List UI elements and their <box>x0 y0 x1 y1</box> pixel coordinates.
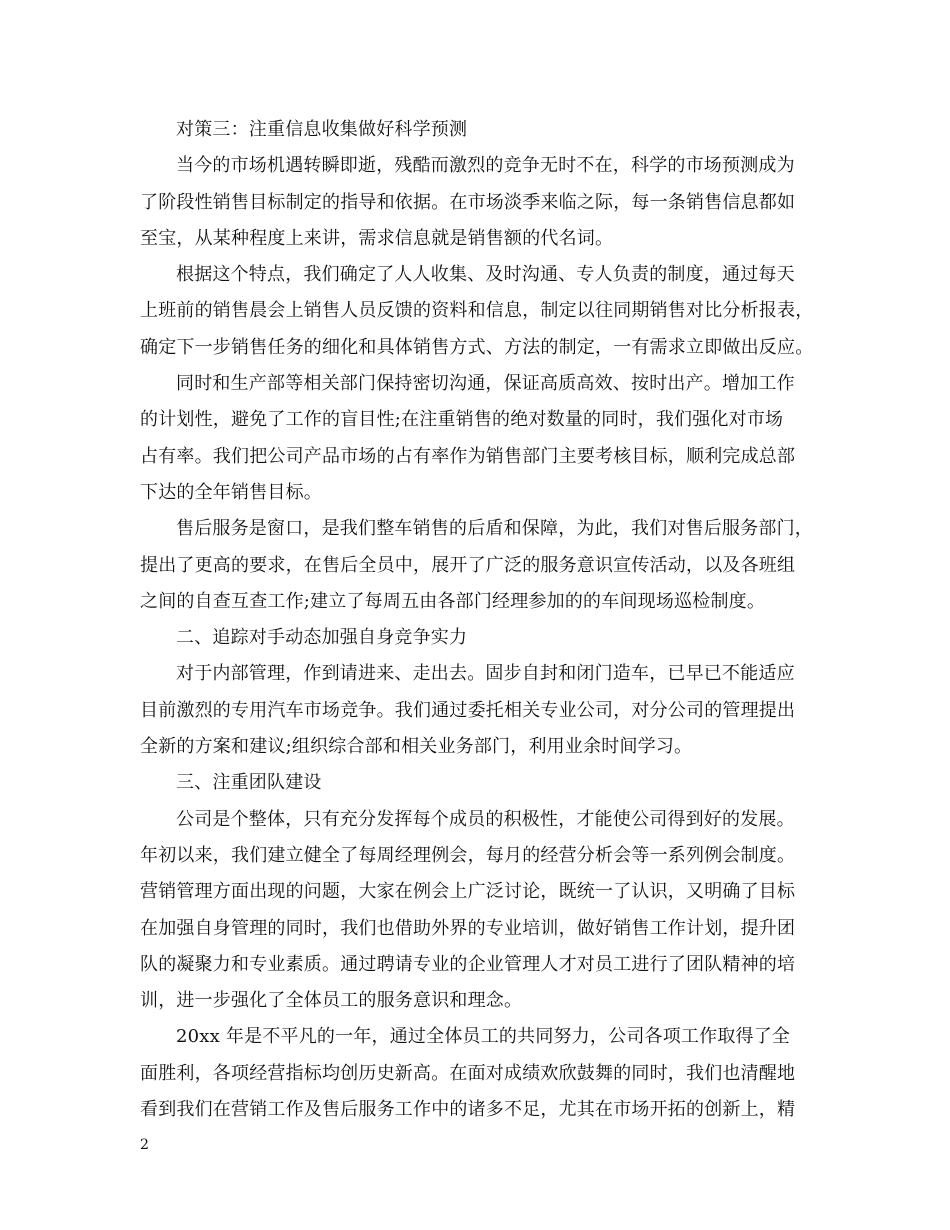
paragraph-line: 占有率。我们把公司产品市场的占有率作为销售部门主要考核目标，顺利完成总部 <box>140 445 796 467</box>
paragraph-line: 售后服务是窗口，是我们整车销售的后盾和保障，为此，我们对售后服务部门， <box>176 518 813 540</box>
paragraph-line: 队的凝聚力和专业素质。通过聘请专业的企业管理人才对员工进行了团队精神的培 <box>140 953 796 975</box>
document-body <box>140 112 830 1128</box>
paragraph-line: 的计划性，避免了工作的盲目性;在注重销售的绝对数量的同时，我们强化对市场 <box>140 409 784 431</box>
paragraph-line: 年初以来，我们建立健全了每周经理例会，每月的经营分析会等一系列例会制度。 <box>140 844 796 866</box>
paragraph-line: 公司是个整体，只有充分发挥每个成员的积极性，才能使公司得到好的发展。 <box>176 808 795 830</box>
paragraph-line: 下达的全年销售目标。 <box>140 481 322 503</box>
paragraph-line: 至宝，从某种程度上来讲，需求信息就是销售额的代名词。 <box>140 227 614 249</box>
paragraph-line: 目前激烈的专用汽车市场竞争。我们通过委托相关专业公司，对分公司的管理提出 <box>140 699 796 721</box>
paragraph-line: 面胜利，各项经营指标均创历史新高。在面对成绩欢欣鼓舞的同时，我们也清醒地 <box>140 1062 796 1084</box>
section-heading-strategy-three: 对策三：注重信息收集做好科学预测 <box>176 119 468 140</box>
paragraph-line: 确定下一步销售任务的细化和具体销售方式、方法的制定，一有需求立即做出反应。 <box>140 336 814 358</box>
paragraph-line: 对于内部管理，作到请进来、走出去。固步自封和闭门造车，已早已不能适应 <box>176 663 795 685</box>
paragraph-line: 之间的自查互查工作;建立了每周五由各部门经理参加的的车间现场巡检制度。 <box>140 590 766 612</box>
section-heading-competition: 二、追踪对手动态加强自身竞争实力 <box>176 627 468 649</box>
section-heading-team-building: 三、注重团队建设 <box>176 772 322 794</box>
paragraph-line: 看到我们在营销工作及售后服务工作中的诸多不足，尤其在市场开拓的创新上，精 <box>140 1099 796 1121</box>
paragraph-line: 提出了更高的要求，在售后全员中，展开了广泛的服务意识宣传活动，以及各班组 <box>140 554 796 576</box>
paragraph-line: 训，进一步强化了全体员工的服务意识和理念。 <box>140 990 523 1012</box>
paragraph-line: 上班前的销售晨会上销售人员反馈的资料和信息，制定以往同期销售对比分析报表， <box>140 300 814 322</box>
paragraph-line: 全新的方案和建议;组织综合部和相关业务部门，利用业余时间学习。 <box>140 736 693 758</box>
paragraph-line: 了阶段性销售目标制定的指导和依据。在市场淡季来临之际，每一条销售信息都如 <box>140 191 796 213</box>
page-number: 2 <box>140 1137 149 1153</box>
paragraph-line: 当今的市场机遇转瞬即逝，残酷而激烈的竞争无时不在，科学的市场预测成为 <box>176 155 795 177</box>
paragraph-line: 在加强自身管理的同时，我们也借助外界的专业培训，做好销售工作计划，提升团 <box>140 917 796 939</box>
paragraph-line: 营销管理方面出现的问题，大家在例会上广泛讨论，既统一了认识，又明确了目标 <box>140 881 796 903</box>
paragraph-line: 20xx 年是不平凡的一年，通过全体员工的共同努力，公司各项工作取得了全 <box>176 1026 791 1048</box>
paragraph-line: 根据这个特点，我们确定了人人收集、及时沟通、专人负责的制度，通过每天 <box>176 264 795 286</box>
paragraph-line: 同时和生产部等相关部门保持密切沟通，保证高质高效、按时出产。增加工作 <box>176 373 795 395</box>
